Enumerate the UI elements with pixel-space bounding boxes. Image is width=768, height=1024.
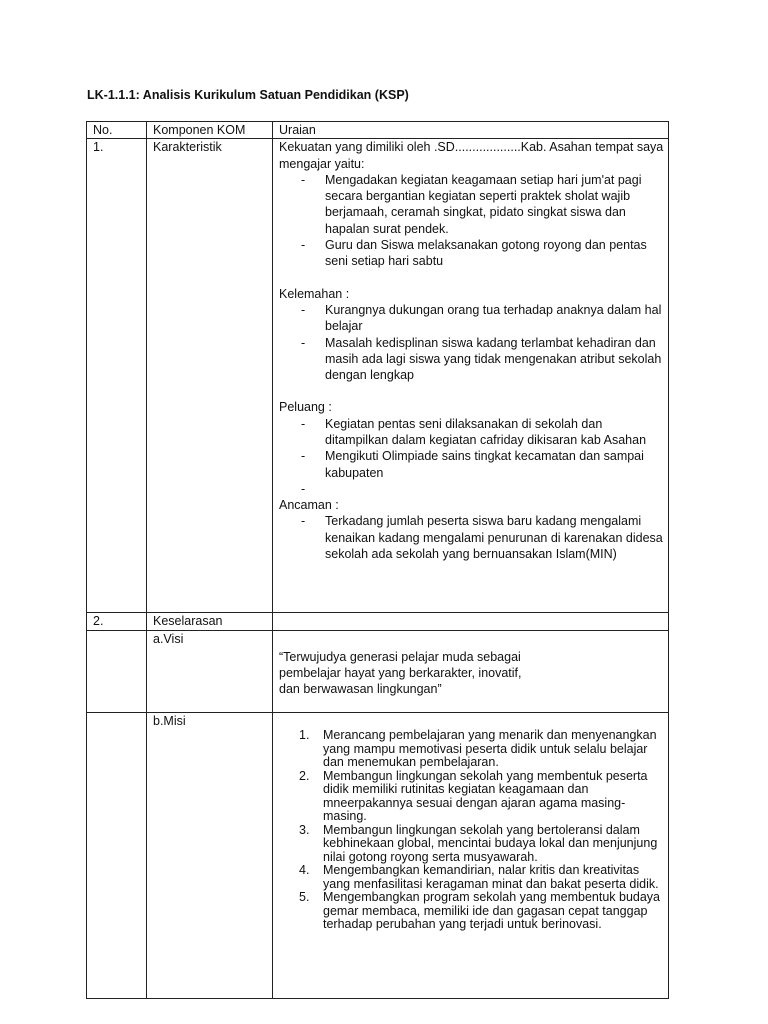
document-title: LK-1.1.1: Analisis Kurikulum Satuan Pendidikan (KSP): [87, 88, 409, 102]
visi-line: pembelajar hayat yang berkarakter, inovatif,: [279, 665, 522, 680]
list-item: - Masalah kedisplinan siswa kadang terlambat kehadiran dan masih ada lagi siswa yang tidak mengenakan atribut sekolah dengan lengkap: [279, 335, 668, 384]
header-uraian: Uraian: [273, 122, 669, 139]
component-name: Karakteristik: [147, 139, 273, 613]
misi-list: [279, 729, 668, 932]
table-row-visi: [87, 630, 669, 713]
visi-cell: [273, 630, 669, 713]
ancaman-label: Ancaman :: [279, 497, 339, 512]
visi-line: dan berwawasan lingkungan”: [279, 682, 442, 697]
kekuatan-list: [279, 172, 668, 270]
list-item: - Terkadang jumlah peserta siswa baru kadang mengalami kenaikan kadang mengalami penurunan di karenakan didesa sekolah ada sekolah yang bernuansakan Islam(MIN): [279, 513, 668, 562]
misi-item: 3. Membangun lingkungan sekolah yang bertoleransi dalam kebhinekaan global, mencintai budaya lokal dan menjunjung nilai gotong royong serta musyawarah.: [299, 822, 658, 864]
row-number: 2.: [87, 613, 147, 630]
empty-cell: [87, 630, 147, 713]
misi-item: 1. Merancang pembelajaran yang menarik dan menyenangkan yang mampu memotivasi peserta didik untuk selalu belajar dan menemukan pembelajaran.: [299, 728, 657, 770]
kelemahan-label: Kelemahan :: [279, 286, 350, 301]
component-name: Keselarasan: [147, 613, 273, 630]
list-item: - Mengadakan kegiatan keagamaan setiap hari jum'at pagi secara bergantian kegiatan seperti praktek sholat wajib berjamaah, ceramah singkat, pidato singkat siswa dan hapalan surat pendek.: [279, 172, 668, 237]
empty-cell: [87, 713, 147, 999]
peluang-label: Peluang :: [279, 400, 332, 415]
misi-item: 4. Mengembangkan kemandirian, nalar kritis dan kreativitas yang menfasilitasi keragaman minat dan bakat peserta didik.: [299, 863, 659, 891]
misi-item: 2. Membangun lingkungan sekolah yang membentuk peserta didik memiliki rutinitas kegiatan keagamaan dan mneerpakannya sesuai dengan ajaran agama masing-masing.: [299, 768, 648, 824]
header-komponen: Komponen KOM: [147, 122, 273, 139]
list-item-empty: [279, 481, 668, 497]
list-item: - Kegiatan pentas seni dilaksanakan di sekolah dan ditampilkan dalam kegiatan cafriday dikisaran kab Asahan: [279, 416, 668, 449]
visi-label: a.Visi: [147, 630, 273, 713]
header-no: No.: [87, 122, 147, 139]
misi-cell: [273, 713, 669, 999]
kelemahan-list: [279, 302, 668, 383]
row-number: 1.: [87, 139, 147, 613]
uraian-cell: [273, 139, 669, 613]
table-row-misi: [87, 713, 669, 999]
ancaman-list: [279, 513, 668, 562]
peluang-list: [279, 416, 668, 497]
table-row-karakteristik: [87, 139, 669, 613]
kekuatan-intro: Kekuatan yang dimiliki oleh .SD...................Kab. Asahan tempat saya mengajar yaitu:: [279, 140, 664, 171]
empty-cell: [273, 613, 669, 630]
ksp-analysis-table: [86, 121, 669, 999]
misi-label: b.Misi: [147, 713, 273, 999]
visi-text: [279, 631, 668, 713]
table-header-row: [87, 122, 669, 139]
list-item: - Kurangnya dukungan orang tua terhadap anaknya dalam hal belajar: [279, 302, 668, 335]
visi-line: “Terwujudya generasi pelajar muda sebagai: [279, 649, 521, 664]
list-item: - Guru dan Siswa melaksanakan gotong royong dan pentas seni setiap hari sabtu: [279, 237, 668, 270]
list-item: - Mengikuti Olimpiade sains tingkat kecamatan dan sampai kabupaten: [279, 448, 668, 481]
table-row-keselarasan: [87, 613, 669, 630]
misi-item: 5. Mengembangkan program sekolah yang membentuk budaya gemar membaca, memiliki ide dan gagasan cepat tanggap terhadap perubahan yang terjadi untuk berinovasi.: [299, 890, 661, 932]
